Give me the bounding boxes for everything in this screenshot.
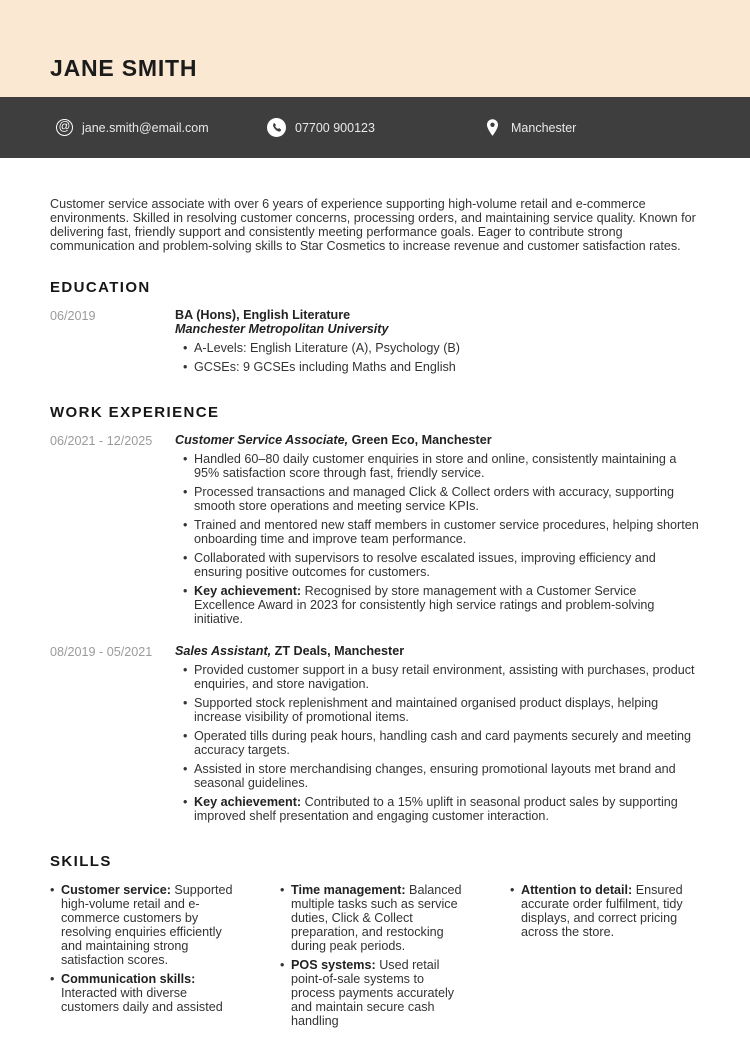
school-name: Manchester Metropolitan University	[175, 321, 389, 336]
list-item	[183, 552, 700, 580]
skills-column-2	[280, 884, 470, 1033]
phone-icon	[267, 118, 286, 137]
email-at-icon	[56, 119, 73, 136]
skills-column-3	[510, 884, 700, 1033]
summary-paragraph: Customer service associate with over 6 years of experience supporting high-volume retail and e-commerce environments. Skilled in resolving customer concerns, processing orders, and maintaining service quality. Known for delivering fast, friendly support and consistently meeting performance goals. Eager to contribute strong communication and problem-solving skills to Star Cosmetics to increase revenue and customer satisfaction rates.	[50, 197, 696, 253]
list-item	[183, 730, 700, 758]
list-item	[183, 796, 700, 824]
skill-name: Time management:	[291, 883, 410, 898]
contact-phone	[267, 97, 375, 158]
bullet-text: A-Levels: English Literature (A), Psychology (B)	[194, 340, 460, 355]
education-entry	[50, 308, 700, 380]
skill-text: Ensured accurate order fulfilment, tidy displays, and correct pricing across the store.	[521, 883, 683, 940]
skill-text: Balanced multiple tasks such as service duties, Click & Collect preparation, and restocking during peak periods.	[291, 883, 462, 954]
bullet-text: Operated tills during peak hours, handling cash and card payments securely and meeting accuracy targets.	[194, 729, 692, 757]
job-role: Customer Service Associate,	[175, 433, 352, 448]
job-company: ZT Deals, Manchester	[274, 644, 405, 659]
list-item	[183, 585, 700, 627]
contact-email	[56, 97, 209, 158]
experience-entry	[50, 644, 700, 828]
contact-location	[483, 97, 576, 158]
bullet-text: Processed transactions and managed Click & Collect orders with accuracy, supporting smooth store operations and meeting service KPIs.	[194, 485, 674, 514]
list-item	[280, 959, 470, 1029]
bullet-text: Trained and mentored new staff members in customer service procedures, helping shorten onboarding time and improve team performance.	[194, 518, 699, 546]
job-title	[175, 644, 700, 658]
list-item	[183, 519, 700, 547]
list-item	[183, 361, 700, 375]
list-item	[183, 763, 700, 791]
job-details	[175, 433, 700, 631]
contact-email-text: jane.smith@email.com	[82, 120, 209, 135]
list-item	[183, 697, 700, 725]
resume-body	[0, 198, 750, 1034]
list-item	[183, 342, 700, 356]
candidate-name: JANE SMITH	[50, 55, 198, 81]
list-item	[50, 973, 240, 1015]
section-heading-experience: WORK EXPERIENCE	[50, 404, 220, 422]
job-details	[175, 644, 700, 828]
skill-name: Attention to detail:	[521, 883, 636, 898]
contact-phone-text: 07700 900123	[295, 120, 375, 135]
skill-text: Interacted with diverse customers daily and assisted	[61, 985, 223, 1014]
bullet-text: Supported stock replenishment and maintained organised product displays, helping increase visibility of promotional items.	[194, 696, 659, 725]
job-title	[175, 433, 700, 447]
skill-name: Customer service:	[61, 883, 175, 898]
job-bullets	[175, 453, 700, 626]
skill-text: Supported high-volume retail and e-commerce customers by resolving enquiries efficiently and maintaining strong satisfaction scores.	[61, 883, 233, 967]
list-item	[183, 486, 700, 514]
contact-bar	[0, 97, 750, 158]
bullet-bold: Key achievement:	[194, 794, 305, 809]
job-bullets	[175, 664, 700, 823]
skill-text: Used retail point-of-sale systems to process payments accurately and maintain secure cash handling	[291, 958, 455, 1028]
bullet-text: Recognised by store management with a Customer Service Excellence Award in 2023 for consistently high service ratings and problem-solving initiative.	[194, 583, 655, 626]
degree-title: BA (Hons), English Literature	[175, 307, 351, 322]
section-heading-skills: SKILLS	[50, 853, 112, 871]
contact-location-text: Manchester	[511, 120, 577, 135]
job-company: Green Eco, Manchester	[351, 433, 492, 448]
skills-column-1	[50, 884, 240, 1033]
education-details	[175, 308, 700, 380]
education-bullets	[175, 342, 700, 375]
job-role: Sales Assistant,	[175, 644, 275, 659]
list-item	[183, 453, 700, 481]
job-dates: 08/2019 - 05/2021	[50, 645, 153, 660]
skill-name: Communication skills:	[61, 971, 196, 986]
job-dates: 06/2021 - 12/2025	[50, 434, 153, 449]
experience-entry	[50, 433, 700, 631]
bullet-text: Provided customer support in a busy retail environment, assisting with purchases, product enquiries, and store navigation.	[194, 663, 695, 692]
list-item	[183, 664, 700, 692]
bullet-text: Contributed to a 15% uplift in seasonal product sales by supporting improved shelf presentation and engaging customer interaction.	[194, 794, 678, 823]
skill-name: POS systems:	[291, 958, 380, 972]
bullet-text: GCSEs: 9 GCSEs including Maths and English	[194, 359, 456, 374]
bullet-text: Collaborated with supervisors to resolve escalated issues, improving efficiency and ensuring positive outcomes for customers.	[194, 550, 656, 579]
list-item	[50, 884, 240, 967]
map-pin-icon	[483, 118, 502, 137]
education-date: 06/2019	[50, 308, 96, 323]
bullet-text: Assisted in store merchandising changes, ensuring promotional layouts met brand and seasonal guidelines.	[194, 761, 676, 790]
skills-grid	[50, 884, 700, 1033]
bullet-bold: Key achievement:	[194, 583, 305, 598]
bullet-text: Handled 60–80 daily customer enquiries in store and online, consistently maintaining a 95% satisfaction score through fast, friendly service.	[194, 452, 677, 481]
list-item	[510, 884, 700, 940]
section-heading-education: EDUCATION	[50, 278, 151, 296]
header-band	[0, 0, 750, 97]
list-item	[280, 884, 470, 954]
